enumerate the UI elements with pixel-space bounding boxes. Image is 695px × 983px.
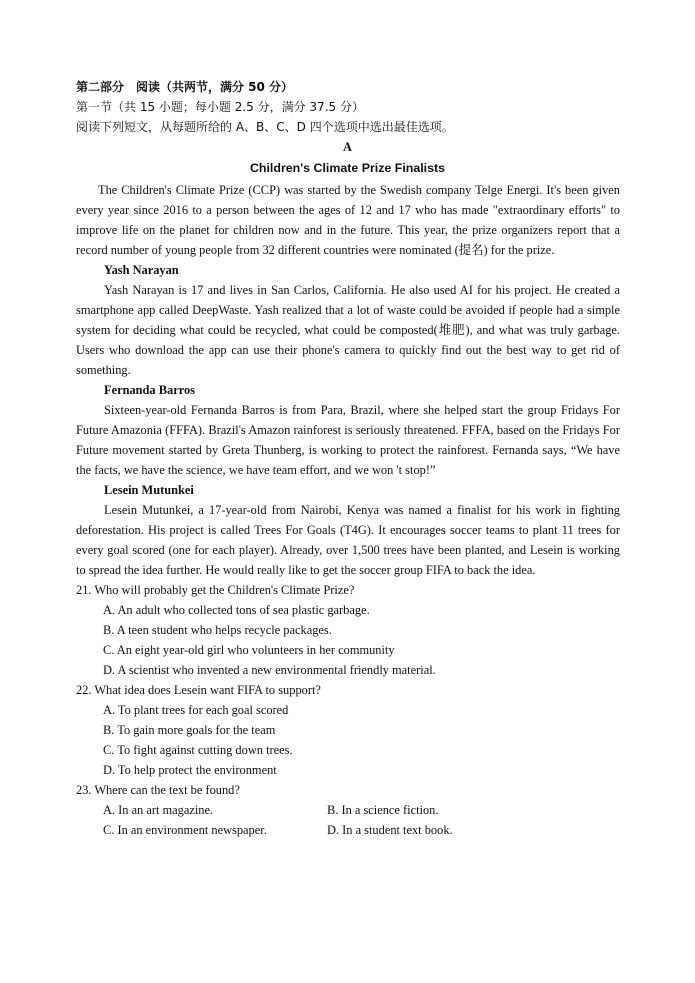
instruction: 阅读下列短文，从每题所给的 A、B、C、D 四个选项中选出最佳选项。: [76, 120, 454, 134]
finalist-name: Fernanda Barros: [104, 383, 195, 397]
intro-paragraph: The Children's Climate Prize (CCP) was started by the Swedish company Telge Energi. It's been given every year since 2016 to a person between the ages of 12 and 17 who has made "extraordinary efforts" to improve life on the planet for children now and in the future. This year, the prize organizers report that a record number of young people from 32 different countries were nominated (提名) for the prize.: [76, 183, 620, 257]
questions: [76, 580, 620, 840]
answer-option-row: [76, 820, 620, 840]
answer-option: D. To help protect the environment: [103, 763, 277, 777]
answer-option: A. An adult who collected tons of sea plastic garbage.: [103, 603, 370, 617]
passage-letter: A: [343, 140, 352, 154]
answer-option: C. An eight year-old girl who volunteers in her community: [103, 643, 395, 657]
finalist-paragraph: Yash Narayan is 17 and lives in San Carlos, California. He also used AI for his project. He created a smartphone app called DeepWaste. Yash realized that a lot of waste could be avoided if people had a simple system for deciding what could be recycled, what could be composted(堆肥), and what was truly garbage. Users who download the app can use their phone's camera to quickly find out the best way to get rid of something.: [76, 283, 620, 377]
finalist-paragraph: Lesein Mutunkei, a 17-year-old from Nairobi, Kenya was named a finalist for his work in fighting deforestation. His project is called Trees For Goals (T4G). It encourages soccer teams to plant 11 trees for every goal scored (one for each player). Already, over 1,500 trees have been planted, and Lesein is working to spread the idea further. He would really like to get the soccer group FIFA to back the idea.: [76, 503, 620, 577]
answer-option: A. In an art magazine.: [103, 803, 214, 817]
answer-option: B. To gain more goals for the team: [103, 723, 276, 737]
section-title: 第一节（共 15 小题；每小题 2.5 分，满分 37.5 分）: [76, 100, 364, 114]
answer-option: B. In a science fiction.: [327, 803, 439, 817]
answer-option: A. To plant trees for each goal scored: [103, 703, 289, 717]
question-stem: 21. Who will probably get the Children's Climate Prize?: [76, 583, 355, 597]
finalist-paragraph: Sixteen-year-old Fernanda Barros is from Para, Brazil, where she helped start the group Fridays For Future Amazonia (FFFA). Brazil's Amazon rainforest is seriously threatened. FFFA, based on the Fridays For Future movement started by Greta Thunberg, is working to protect the rainforest. Fernanda says, “We have the facts, we have the science, we have team effort, and we won 't stop!”: [76, 403, 620, 477]
passage-title: Children's Climate Prize Finalists: [249, 161, 446, 175]
finalist-name: Yash Narayan: [104, 263, 179, 277]
part-title: 第二部分 阅读（共两节，满分 50 分）: [76, 80, 294, 94]
answer-option-row: [76, 800, 620, 820]
answer-option: D. A scientist who invented a new environmental friendly material.: [103, 663, 436, 677]
answer-option: C. To fight against cutting down trees.: [103, 743, 293, 757]
finalist-name: Lesein Mutunkei: [104, 483, 194, 497]
question-stem: 23. Where can the text be found?: [76, 783, 240, 797]
answer-option: C. In an environment newspaper.: [103, 823, 267, 837]
answer-option: D. In a student text book.: [327, 823, 453, 837]
answer-option: B. A teen student who helps recycle packages.: [103, 623, 332, 637]
question-stem: 22. What idea does Lesein want FIFA to support?: [76, 683, 321, 697]
passage-body: [76, 180, 620, 840]
